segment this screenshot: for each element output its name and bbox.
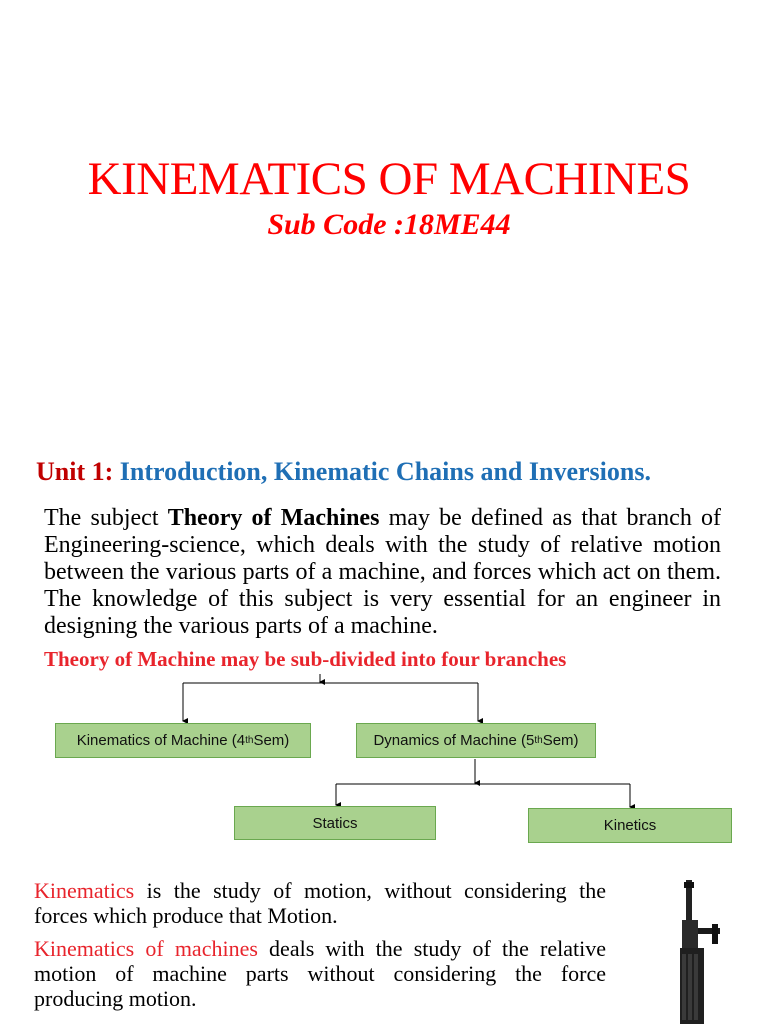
kinetics-box: Kinetics: [528, 808, 732, 843]
unit-label: Unit 1:: [36, 457, 114, 486]
intro-before: The subject: [44, 505, 168, 531]
kinematics-box-tail: Sem): [253, 732, 290, 749]
dynamics-box-text: Dynamics of Machine (5: [373, 732, 535, 749]
definition-text: is the study of motion, without considering the forces which produce that Motion.: [34, 878, 606, 928]
intro-after: may be defined as that branch of Engineering-science, which deals with the study of relative motion between the various parts of a machine, and forces which act on them. The knowledge of this subject is very essential for an engineer in designing the various parts of a machine.: [44, 505, 722, 639]
intro-bold-term: Theory of Machines: [167, 505, 380, 531]
dynamics-box-sup: th: [534, 735, 543, 746]
unit-title: Introduction, Kinematic Chains and Inversions.: [119, 457, 651, 486]
definition-kinematics-of-machines: [34, 936, 606, 1011]
dynamics-box-tail: Sem): [542, 732, 579, 749]
kinematics-of-machine-box: [55, 723, 311, 758]
definition-term: Kinematics of machines: [34, 936, 258, 961]
rifle-image: [672, 880, 732, 1024]
definition-text: deals with the study of the relative motion of machine parts without considering the force producing motion.: [34, 936, 606, 1011]
branches-heading: Theory of Machine may be sub-divided into four branches: [44, 647, 567, 671]
dynamics-of-machine-box: [356, 723, 596, 758]
definition-term: Kinematics: [34, 878, 135, 903]
statics-box: Statics: [234, 806, 436, 840]
kinematics-box-sup: th: [245, 735, 254, 746]
sub-code: Sub Code :18ME44: [267, 208, 511, 241]
page-title: KINEMATICS OF MACHINES: [87, 153, 691, 205]
kinematics-box-text: Kinematics of Machine (4: [76, 732, 246, 749]
definition-kinematics: [34, 878, 606, 928]
